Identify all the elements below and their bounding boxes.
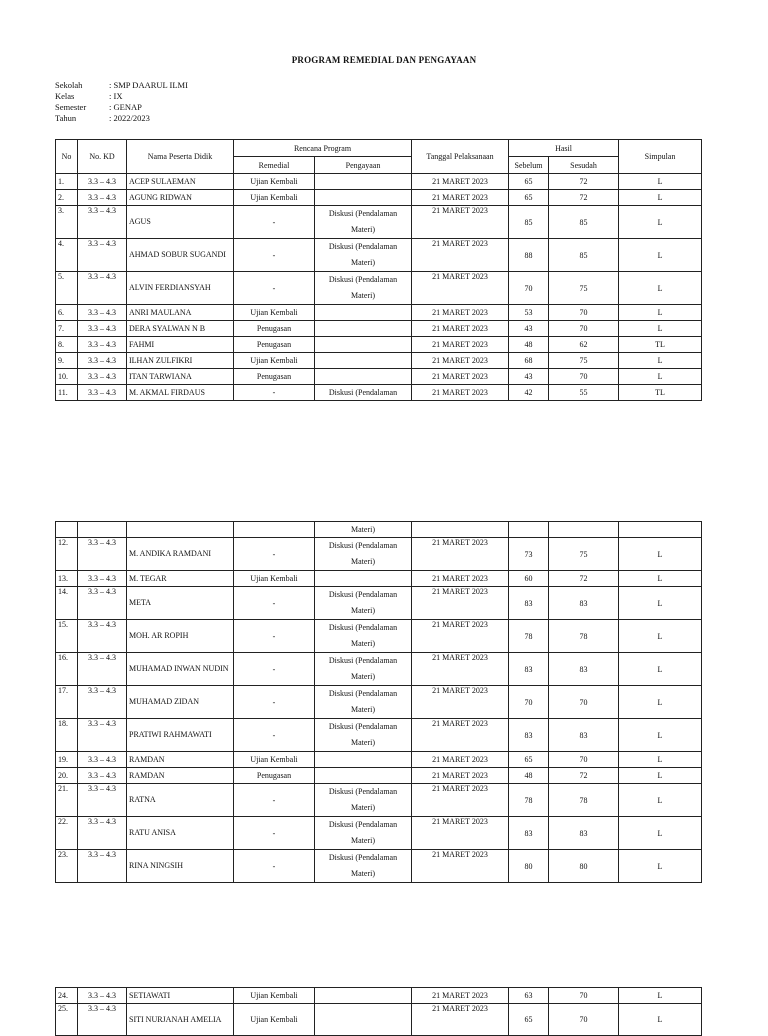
cell-remedial: -: [234, 587, 315, 620]
cell-tanggal: 21 MARET 2023: [412, 784, 509, 817]
cell-sebelum: 70: [509, 272, 549, 305]
cell-pengayaan: [315, 369, 412, 385]
cell-tanggal: 21 MARET 2023: [412, 272, 509, 305]
cell-simpulan: L: [619, 752, 702, 768]
cell-pengayaan: Diskusi (Pendalaman Materi): [315, 538, 412, 571]
remedial-table-page-2: [55, 521, 702, 883]
cell-tanggal: 21 MARET 2023: [412, 817, 509, 850]
cell-kd: 3.3 – 4.3: [78, 337, 127, 353]
cell-remedial: -: [234, 206, 315, 239]
cell-no: 7.: [56, 321, 78, 337]
table-row: [56, 653, 702, 686]
document-meta: [55, 80, 188, 124]
cell-remedial: Ujian Kembali: [234, 190, 315, 206]
cell-remedial: [234, 522, 315, 538]
cell-simpulan: TL: [619, 337, 702, 353]
cell-nama: MUHAMAD INWAN NUDIN: [127, 653, 234, 686]
cell-no: 16.: [56, 653, 78, 686]
cell-no: 2.: [56, 190, 78, 206]
table-row: [56, 620, 702, 653]
cell-sesudah: 85: [549, 239, 619, 272]
cell-simpulan: L: [619, 620, 702, 653]
table-row: [56, 988, 702, 1004]
cell-nama: ITAN TARWIANA: [127, 369, 234, 385]
cell-pengayaan: [315, 321, 412, 337]
cell-no: 18.: [56, 719, 78, 752]
cell-sebelum: 65: [509, 190, 549, 206]
cell-nama: ILHAN ZULFIKRI: [127, 353, 234, 369]
cell-pengayaan: Diskusi (Pendalaman: [315, 385, 412, 401]
cell-tanggal: 21 MARET 2023: [412, 538, 509, 571]
cell-tanggal: 21 MARET 2023: [412, 239, 509, 272]
cell-nama: MUHAMAD ZIDAN: [127, 686, 234, 719]
cell-tanggal: 21 MARET 2023: [412, 850, 509, 883]
cell-simpulan: L: [619, 988, 702, 1004]
cell-simpulan: L: [619, 239, 702, 272]
cell-nama: M. TEGAR: [127, 571, 234, 587]
cell-kd: 3.3 – 4.3: [78, 620, 127, 653]
cell-simpulan: [619, 522, 702, 538]
cell-simpulan: L: [619, 272, 702, 305]
cell-tanggal: 21 MARET 2023: [412, 190, 509, 206]
cell-no: 5.: [56, 272, 78, 305]
cell-nama: RATU ANISA: [127, 817, 234, 850]
meta-kelas: [55, 91, 188, 102]
cell-remedial: -: [234, 653, 315, 686]
cell-remedial: Ujian Kembali: [234, 305, 315, 321]
cell-nama: AGUNG RIDWAN: [127, 190, 234, 206]
cell-pengayaan: [315, 305, 412, 321]
cell-sebelum: 88: [509, 239, 549, 272]
cell-sesudah: 70: [549, 988, 619, 1004]
cell-no: 21.: [56, 784, 78, 817]
cell-pengayaan: Diskusi (Pendalaman Materi): [315, 206, 412, 239]
header-no: No: [56, 140, 78, 174]
table-row: [56, 768, 702, 784]
meta-label: Sekolah: [55, 80, 83, 90]
cell-kd: 3.3 – 4.3: [78, 239, 127, 272]
cell-sebelum: 65: [509, 1004, 549, 1036]
cell-no: 6.: [56, 305, 78, 321]
table-row: [56, 817, 702, 850]
cell-remedial: Ujian Kembali: [234, 1004, 315, 1036]
cell-nama: M. AKMAL FIRDAUS: [127, 385, 234, 401]
cell-nama: AHMAD SOBUR SUGANDI: [127, 239, 234, 272]
cell-sesudah: 70: [549, 686, 619, 719]
header-tanggal: Tanggal Pelaksanaan: [412, 140, 509, 174]
cell-no: 15.: [56, 620, 78, 653]
cell-pengayaan: [315, 752, 412, 768]
cell-simpulan: L: [619, 305, 702, 321]
cell-sesudah: 55: [549, 385, 619, 401]
cell-pengayaan: [315, 988, 412, 1004]
cell-sebelum: 70: [509, 686, 549, 719]
cell-sebelum: 80: [509, 850, 549, 883]
cell-pengayaan: Diskusi (Pendalaman Materi): [315, 850, 412, 883]
cell-sebelum: 83: [509, 817, 549, 850]
cell-simpulan: L: [619, 1004, 702, 1036]
cell-nama: SETIAWATI: [127, 988, 234, 1004]
cell-sebelum: 83: [509, 587, 549, 620]
cell-remedial: -: [234, 620, 315, 653]
meta-sekolah: [55, 80, 188, 91]
cell-kd: 3.3 – 4.3: [78, 174, 127, 190]
cell-sesudah: 72: [549, 768, 619, 784]
cell-simpulan: L: [619, 817, 702, 850]
cell-sebelum: 73: [509, 538, 549, 571]
cell-kd: 3.3 – 4.3: [78, 686, 127, 719]
document-title: PROGRAM REMEDIAL DAN PENGAYAAN: [291, 55, 477, 65]
cell-simpulan: L: [619, 321, 702, 337]
cell-simpulan: L: [619, 784, 702, 817]
cell-tanggal: 21 MARET 2023: [412, 206, 509, 239]
cell-pengayaan: Diskusi (Pendalaman Materi): [315, 686, 412, 719]
header-sebelum: Sebelum: [509, 157, 549, 174]
meta-tahun: [55, 113, 188, 124]
cell-remedial: Penugasan: [234, 337, 315, 353]
cell-kd: 3.3 – 4.3: [78, 587, 127, 620]
cell-sesudah: 83: [549, 817, 619, 850]
cell-simpulan: L: [619, 768, 702, 784]
cell-tanggal: 21 MARET 2023: [412, 653, 509, 686]
table-row: [56, 784, 702, 817]
cell-pengayaan: [315, 190, 412, 206]
cell-sesudah: 75: [549, 538, 619, 571]
cell-simpulan: L: [619, 686, 702, 719]
cell-kd: 3.3 – 4.3: [78, 768, 127, 784]
cell-nama: ACEP SULAEMAN: [127, 174, 234, 190]
table-row: [56, 321, 702, 337]
table-row: [56, 752, 702, 768]
cell-nama: FAHMI: [127, 337, 234, 353]
cell-no: 23.: [56, 850, 78, 883]
cell-sesudah: 83: [549, 719, 619, 752]
cell-sebelum: 48: [509, 768, 549, 784]
cell-nama: META: [127, 587, 234, 620]
header-nama: Nama Peserta Didik: [127, 140, 234, 174]
header-rencana: Rencana Program: [234, 140, 412, 157]
cell-sebelum: 43: [509, 369, 549, 385]
cell-tanggal: 21 MARET 2023: [412, 369, 509, 385]
cell-tanggal: 21 MARET 2023: [412, 620, 509, 653]
cell-pengayaan: Diskusi (Pendalaman Materi): [315, 653, 412, 686]
cell-sesudah: 70: [549, 321, 619, 337]
cell-no: 8.: [56, 337, 78, 353]
cell-no: 20.: [56, 768, 78, 784]
table-row: [56, 686, 702, 719]
cell-kd: 3.3 – 4.3: [78, 272, 127, 305]
cell-sebelum: [509, 522, 549, 538]
table-row: [56, 538, 702, 571]
cell-simpulan: L: [619, 850, 702, 883]
cell-tanggal: 21 MARET 2023: [412, 752, 509, 768]
cell-kd: 3.3 – 4.3: [78, 752, 127, 768]
cell-no: 10.: [56, 369, 78, 385]
cell-no: 24.: [56, 988, 78, 1004]
table-row: [56, 305, 702, 321]
cell-simpulan: L: [619, 174, 702, 190]
cell-remedial: Penugasan: [234, 321, 315, 337]
meta-label: Semester: [55, 102, 87, 112]
cell-simpulan: L: [619, 190, 702, 206]
cell-sesudah: 70: [549, 752, 619, 768]
cell-kd: 3.3 – 4.3: [78, 850, 127, 883]
meta-value: : SMP DAARUL ILMI: [109, 80, 188, 90]
cell-no: 12.: [56, 538, 78, 571]
table-row: [56, 369, 702, 385]
meta-value: : 2022/2023: [109, 113, 150, 123]
cell-remedial: Ujian Kembali: [234, 174, 315, 190]
cell-tanggal: 21 MARET 2023: [412, 571, 509, 587]
cell-simpulan: L: [619, 719, 702, 752]
cell-sesudah: 70: [549, 305, 619, 321]
cell-remedial: -: [234, 686, 315, 719]
cell-sebelum: 43: [509, 321, 549, 337]
header-simpulan: Simpulan: [619, 140, 702, 174]
cell-tanggal: 21 MARET 2023: [412, 353, 509, 369]
cell-no: 9.: [56, 353, 78, 369]
cell-sesudah: 78: [549, 620, 619, 653]
table-row: [56, 522, 702, 538]
cell-tanggal: 21 MARET 2023: [412, 305, 509, 321]
cell-sesudah: 72: [549, 174, 619, 190]
cell-tanggal: 21 MARET 2023: [412, 321, 509, 337]
header-kd: No. KD: [78, 140, 127, 174]
cell-pengayaan: Diskusi (Pendalaman Materi): [315, 272, 412, 305]
cell-tanggal: 21 MARET 2023: [412, 174, 509, 190]
cell-sesudah: 72: [549, 190, 619, 206]
header-hasil: Hasil: [509, 140, 619, 157]
cell-pengayaan: Diskusi (Pendalaman Materi): [315, 784, 412, 817]
cell-pengayaan: [315, 353, 412, 369]
cell-sebelum: 68: [509, 353, 549, 369]
table-row: [56, 337, 702, 353]
cell-simpulan: L: [619, 538, 702, 571]
table-row: [56, 571, 702, 587]
cell-simpulan: L: [619, 206, 702, 239]
cell-nama: ALVIN FERDIANSYAH: [127, 272, 234, 305]
cell-sebelum: 65: [509, 174, 549, 190]
cell-remedial: Ujian Kembali: [234, 353, 315, 369]
cell-no: 14.: [56, 587, 78, 620]
table-row: [56, 190, 702, 206]
cell-pengayaan: Diskusi (Pendalaman Materi): [315, 239, 412, 272]
cell-nama: [127, 522, 234, 538]
cell-simpulan: TL: [619, 385, 702, 401]
cell-pengayaan: Diskusi (Pendalaman Materi): [315, 719, 412, 752]
cell-tanggal: 21 MARET 2023: [412, 768, 509, 784]
cell-remedial: -: [234, 239, 315, 272]
table-body-page-2: [56, 522, 702, 883]
cell-no: 19.: [56, 752, 78, 768]
cell-sesudah: 62: [549, 337, 619, 353]
cell-kd: 3.3 – 4.3: [78, 988, 127, 1004]
cell-no: 11.: [56, 385, 78, 401]
cell-no: 13.: [56, 571, 78, 587]
cell-sebelum: 48: [509, 337, 549, 353]
cell-sebelum: 83: [509, 653, 549, 686]
cell-nama: AGUS: [127, 206, 234, 239]
cell-pengayaan: [315, 1004, 412, 1036]
table-row: [56, 239, 702, 272]
cell-kd: 3.3 – 4.3: [78, 321, 127, 337]
table-row: [56, 719, 702, 752]
cell-remedial: Ujian Kembali: [234, 571, 315, 587]
cell-tanggal: 21 MARET 2023: [412, 686, 509, 719]
cell-tanggal: 21 MARET 2023: [412, 587, 509, 620]
cell-nama: SITI NURJANAH AMELIA: [127, 1004, 234, 1036]
cell-tanggal: 21 MARET 2023: [412, 988, 509, 1004]
cell-sesudah: 78: [549, 784, 619, 817]
cell-no: 1.: [56, 174, 78, 190]
cell-simpulan: L: [619, 653, 702, 686]
table-row: [56, 272, 702, 305]
cell-sesudah: 83: [549, 587, 619, 620]
cell-remedial: -: [234, 538, 315, 571]
cell-sebelum: 63: [509, 988, 549, 1004]
cell-remedial: -: [234, 719, 315, 752]
cell-tanggal: 21 MARET 2023: [412, 719, 509, 752]
cell-kd: 3.3 – 4.3: [78, 385, 127, 401]
cell-sebelum: 78: [509, 784, 549, 817]
cell-kd: 3.3 – 4.3: [78, 305, 127, 321]
meta-semester: [55, 102, 188, 113]
cell-remedial: -: [234, 272, 315, 305]
cell-kd: 3.3 – 4.3: [78, 369, 127, 385]
header-pengayaan: Pengayaan: [315, 157, 412, 174]
cell-sebelum: 42: [509, 385, 549, 401]
cell-sebelum: 65: [509, 752, 549, 768]
cell-remedial: Ujian Kembali: [234, 988, 315, 1004]
meta-label: Kelas: [55, 91, 75, 101]
cell-sesudah: 85: [549, 206, 619, 239]
table-row: [56, 587, 702, 620]
cell-remedial: -: [234, 385, 315, 401]
cell-sebelum: 83: [509, 719, 549, 752]
cell-simpulan: L: [619, 571, 702, 587]
table-body-page-3: [56, 988, 702, 1036]
cell-pengayaan: [315, 174, 412, 190]
cell-no: 3.: [56, 206, 78, 239]
cell-pengayaan: Diskusi (Pendalaman Materi): [315, 817, 412, 850]
cell-remedial: Ujian Kembali: [234, 752, 315, 768]
cell-no: 17.: [56, 686, 78, 719]
header-remedial: Remedial: [234, 157, 315, 174]
cell-nama: MOH. AR ROPIH: [127, 620, 234, 653]
table-row: [56, 385, 702, 401]
cell-sesudah: [549, 522, 619, 538]
cell-pengayaan: [315, 768, 412, 784]
meta-label: Tahun: [55, 113, 77, 123]
cell-no: [56, 522, 78, 538]
cell-sesudah: 70: [549, 369, 619, 385]
cell-kd: 3.3 – 4.3: [78, 1004, 127, 1036]
cell-sesudah: 75: [549, 353, 619, 369]
cell-nama: RATNA: [127, 784, 234, 817]
cell-sesudah: 72: [549, 571, 619, 587]
cell-sesudah: 80: [549, 850, 619, 883]
cell-tanggal: 21 MARET 2023: [412, 337, 509, 353]
table-row: [56, 174, 702, 190]
cell-tanggal: 21 MARET 2023: [412, 385, 509, 401]
remedial-table-page-3: [55, 987, 702, 1036]
table-row: [56, 850, 702, 883]
cell-pengayaan: [315, 571, 412, 587]
cell-tanggal: [412, 522, 509, 538]
cell-kd: 3.3 – 4.3: [78, 206, 127, 239]
cell-no: 25.: [56, 1004, 78, 1036]
cell-pengayaan: Diskusi (Pendalaman Materi): [315, 620, 412, 653]
cell-kd: 3.3 – 4.3: [78, 353, 127, 369]
cell-sesudah: 70: [549, 1004, 619, 1036]
table-row: [56, 353, 702, 369]
cell-nama: PRATIWI RAHMAWATI: [127, 719, 234, 752]
cell-sebelum: 53: [509, 305, 549, 321]
table-row: [56, 206, 702, 239]
cell-simpulan: L: [619, 587, 702, 620]
cell-sesudah: 83: [549, 653, 619, 686]
cell-remedial: -: [234, 817, 315, 850]
cell-nama: ANRI MAULANA: [127, 305, 234, 321]
cell-remedial: -: [234, 784, 315, 817]
cell-pengayaan: Materi): [315, 522, 412, 538]
cell-kd: 3.3 – 4.3: [78, 784, 127, 817]
cell-nama: DERA SYALWAN N B: [127, 321, 234, 337]
cell-remedial: Penugasan: [234, 369, 315, 385]
cell-pengayaan: Diskusi (Pendalaman Materi): [315, 587, 412, 620]
cell-kd: [78, 522, 127, 538]
cell-sesudah: 75: [549, 272, 619, 305]
meta-value: : GENAP: [109, 102, 142, 112]
cell-nama: RAMDAN: [127, 768, 234, 784]
cell-sebelum: 60: [509, 571, 549, 587]
cell-kd: 3.3 – 4.3: [78, 817, 127, 850]
table-row: [56, 1004, 702, 1036]
cell-pengayaan: [315, 337, 412, 353]
cell-nama: M. ANDIKA RAMDANI: [127, 538, 234, 571]
cell-tanggal: 21 MARET 2023: [412, 1004, 509, 1036]
cell-simpulan: L: [619, 353, 702, 369]
table-body-page-1: [56, 174, 702, 401]
cell-simpulan: L: [619, 369, 702, 385]
meta-value: : IX: [109, 91, 123, 101]
cell-kd: 3.3 – 4.3: [78, 538, 127, 571]
cell-sebelum: 85: [509, 206, 549, 239]
cell-kd: 3.3 – 4.3: [78, 190, 127, 206]
cell-remedial: Penugasan: [234, 768, 315, 784]
header-sesudah: Sesudah: [549, 157, 619, 174]
cell-remedial: -: [234, 850, 315, 883]
cell-no: 4.: [56, 239, 78, 272]
cell-kd: 3.3 – 4.3: [78, 719, 127, 752]
cell-nama: RINA NINGSIH: [127, 850, 234, 883]
cell-sebelum: 78: [509, 620, 549, 653]
remedial-table-page-1: [55, 139, 702, 401]
cell-kd: 3.3 – 4.3: [78, 571, 127, 587]
cell-kd: 3.3 – 4.3: [78, 653, 127, 686]
cell-no: 22.: [56, 817, 78, 850]
cell-nama: RAMDAN: [127, 752, 234, 768]
